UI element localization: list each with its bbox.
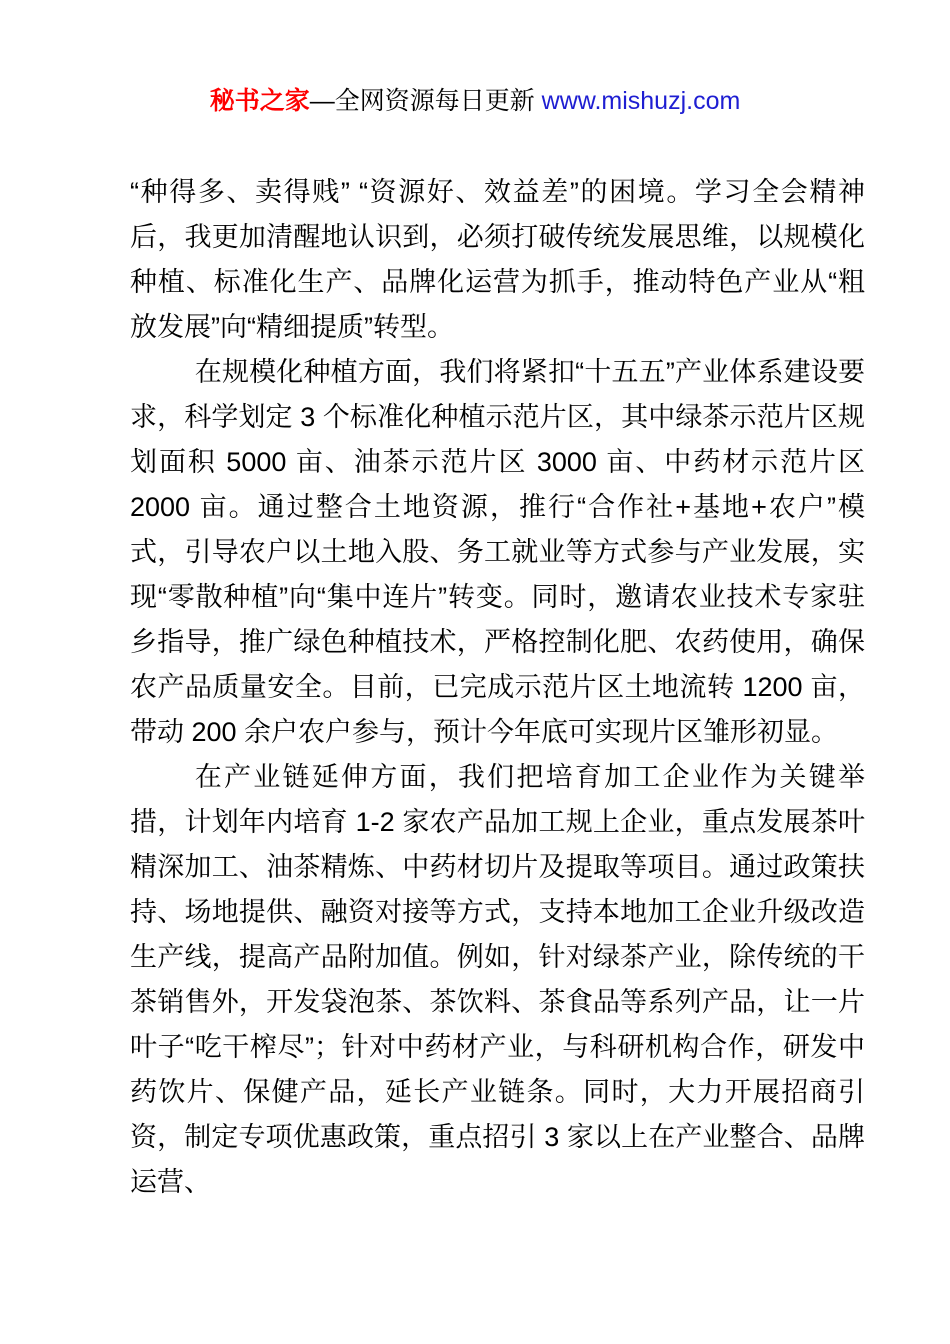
document-body bbox=[130, 170, 865, 1205]
site-name: 秘书之家 bbox=[209, 87, 310, 115]
site-tagline: —全网资源每日更新 bbox=[309, 87, 542, 115]
page-header bbox=[0, 0, 950, 114]
paragraph-2: 在规模化种植方面，我们将紧扣“十五五”产业体系建设要求，科学划定 3 个标准化种植示范片区，其中绿茶示范片区规划面积 5000 亩、油茶示范片区 3000 亩、中药材示范片区 2000 亩。通过整合土地资源，推行“合作社+基地+农户”模式，引导农户以土地入股、务工就业等方式参与产业发展，实现“零散种植”向“集中连片”转变。同时，邀请农业技术专家驻乡指导，推广绿色种植技术，严格控制化肥、农药使用，确保农产品质量安全。目前，已完成示范片区土地流转 1200 亩，带动 200 余户农户参与，预计今年底可实现片区雏形初显。 bbox=[130, 357, 865, 747]
site-url-link[interactable]: www.mishuzj.com bbox=[541, 87, 741, 115]
paragraph-3: 在产业链延伸方面，我们把培育加工企业作为关键举措，计划年内培育 1-2 家农产品加工规上企业，重点发展茶叶精深加工、油茶精炼、中药材切片及提取等项目。通过政策扶持、场地提供、融资对接等方式，支持本地加工企业升级改造生产线，提高产品附加值。例如，针对绿茶产业，除传统的干茶销售外，开发袋泡茶、茶饮料、茶食品等系列产品，让一片叶子“吃干榨尽”；针对中药材产业，与科研机构合作，研发中药饮片、保健产品，延长产业链条。同时，大力开展招商引资，制定专项优惠政策，重点招引 3 家以上在产业整合、品牌运营、 bbox=[130, 762, 865, 1197]
paragraph-1: “种得多、卖得贱” “资源好、效益差”的困境。学习全会精神后，我更加清醒地认识到，必须打破传统发展思维，以规模化种植、标准化生产、品牌化运营为抓手，推动特色产业从“粗放发展”向“精细提质”转型。 bbox=[130, 177, 865, 342]
